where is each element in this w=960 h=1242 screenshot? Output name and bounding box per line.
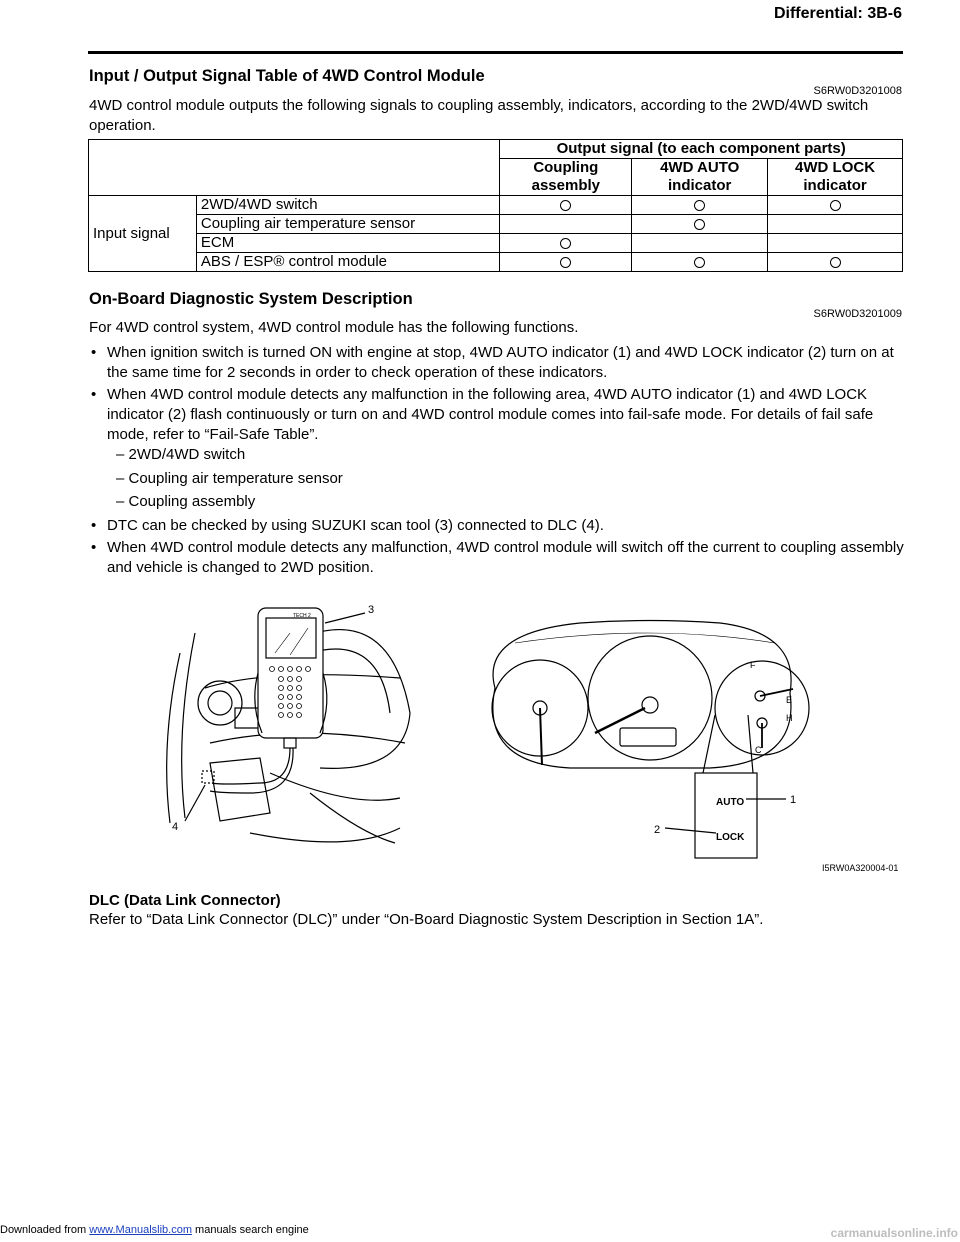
callout-2: 2 [654, 824, 661, 836]
indicator-inset [695, 715, 757, 858]
signal-circle-icon [830, 200, 841, 211]
signal-circle-icon [560, 238, 571, 249]
bullet-item: • When 4WD control module detects any malfunction in the following area, 4WD AUTO indicator (1) and 4WD LOCK indicator (2) flash continuously or turn on and 4WD control module comes into fail-safe mode. For details of fail safe mode, refer to “Fail-Safe Table”. [91, 386, 874, 443]
figure-id: I5RW0A320004-01 [822, 863, 899, 873]
signal-circle-icon [694, 200, 705, 211]
signal-cell [768, 215, 903, 234]
signal-cell [632, 253, 768, 272]
section-title-obd: On-Board Diagnostic System Description [89, 290, 413, 308]
signal-circle-icon [560, 257, 571, 268]
row-name: Coupling air temperature sensor [196, 215, 500, 234]
callout-1: 1 [790, 794, 797, 806]
instrument-cluster [492, 621, 809, 769]
sub-item: – Coupling air temperature sensor [116, 470, 343, 487]
gauge-f-label: F [750, 660, 756, 670]
signal-cell [632, 196, 768, 215]
gauge-h-label: H [786, 713, 793, 723]
footer-prefix: Downloaded from [0, 1224, 90, 1236]
bullet-item: • When ignition switch is turned ON with engine at stop, 4WD AUTO indicator (1) and 4WD LOCK indicator (2) turn on at the same time for 2 seconds in order to check operation of these indicators. [91, 344, 894, 381]
header-rule [88, 51, 903, 54]
signal-circle-icon [830, 257, 841, 268]
row-name: ECM [196, 234, 500, 253]
col-lock-header: 4WD LOCK indicator [768, 159, 903, 196]
output-signal-header: Output signal (to each component parts) [500, 140, 903, 159]
callout-line-3 [325, 613, 365, 623]
section-title-signal-table: Input / Output Signal Table of 4WD Control Module [89, 67, 485, 85]
auto-indicator-label: AUTO [716, 797, 745, 808]
row-name: ABS / ESP® control module [196, 253, 500, 272]
scan-tool-label: TECH 2 [293, 613, 311, 619]
signal-cell [768, 196, 903, 215]
col-coupling-header: Coupling assembly [500, 159, 632, 196]
gauge-c-label: C [755, 745, 762, 755]
lock-indicator-label: LOCK [716, 832, 745, 843]
obd-intro: For 4WD control system, 4WD control module has the following functions. [89, 319, 579, 336]
signal-cell [500, 215, 632, 234]
bullet-item: • DTC can be checked by using SUZUKI scan tool (3) connected to DLC (4). [91, 517, 604, 534]
signal-table [88, 139, 903, 272]
table-row [89, 215, 903, 234]
signal-cell [500, 234, 632, 253]
section-code-1: S6RW0D3201008 [813, 85, 902, 97]
signal-circle-icon [560, 200, 571, 211]
signal-cell [768, 234, 903, 253]
signal-cell [768, 253, 903, 272]
sub-item: – 2WD/4WD switch [116, 446, 246, 463]
page-header: Differential: 3B-6 [773, 5, 902, 22]
gauge-e-label: E [786, 695, 793, 705]
signal-circle-icon [694, 257, 705, 268]
footer [0, 1224, 309, 1236]
sub-item: – Coupling assembly [116, 493, 256, 510]
table-corner [89, 140, 500, 196]
callout-3: 3 [368, 604, 375, 616]
callout-line-4 [185, 785, 205, 821]
col-auto-header: 4WD AUTO indicator [632, 159, 768, 196]
signal-table-intro: 4WD control module outputs the following signals to coupling assembly, indicators, according to the 2WD/4WD switch operation. [89, 97, 869, 134]
section-code-2: S6RW0D3201009 [813, 308, 902, 320]
dlc-title: DLC (Data Link Connector) [89, 892, 281, 909]
diagnostic-figure [150, 593, 905, 878]
table-row [89, 234, 903, 253]
footer-link[interactable]: www.Manualslib.com [89, 1224, 192, 1236]
table-row [89, 253, 903, 272]
watermark: carmanualsonline.info [830, 1226, 958, 1240]
signal-cell [500, 253, 632, 272]
signal-cell [500, 196, 632, 215]
bullet-item: • When 4WD control module detects any malfunction, 4WD control module will switch off the current to coupling assembly and vehicle is changed to 2WD position. [91, 539, 904, 576]
signal-cell [632, 234, 768, 253]
row-name: 2WD/4WD switch [196, 196, 500, 215]
signal-circle-icon [694, 219, 705, 230]
callout-4: 4 [172, 821, 179, 833]
dlc-text: Refer to “Data Link Connector (DLC)” under “On-Board Diagnostic System Description in Section 1A”. [89, 911, 764, 928]
footer-suffix: manuals search engine [191, 1224, 309, 1236]
table-row [89, 196, 903, 215]
scan-tool-drawing [202, 608, 327, 793]
input-signal-label: Input signal [89, 196, 197, 272]
signal-cell [632, 215, 768, 234]
